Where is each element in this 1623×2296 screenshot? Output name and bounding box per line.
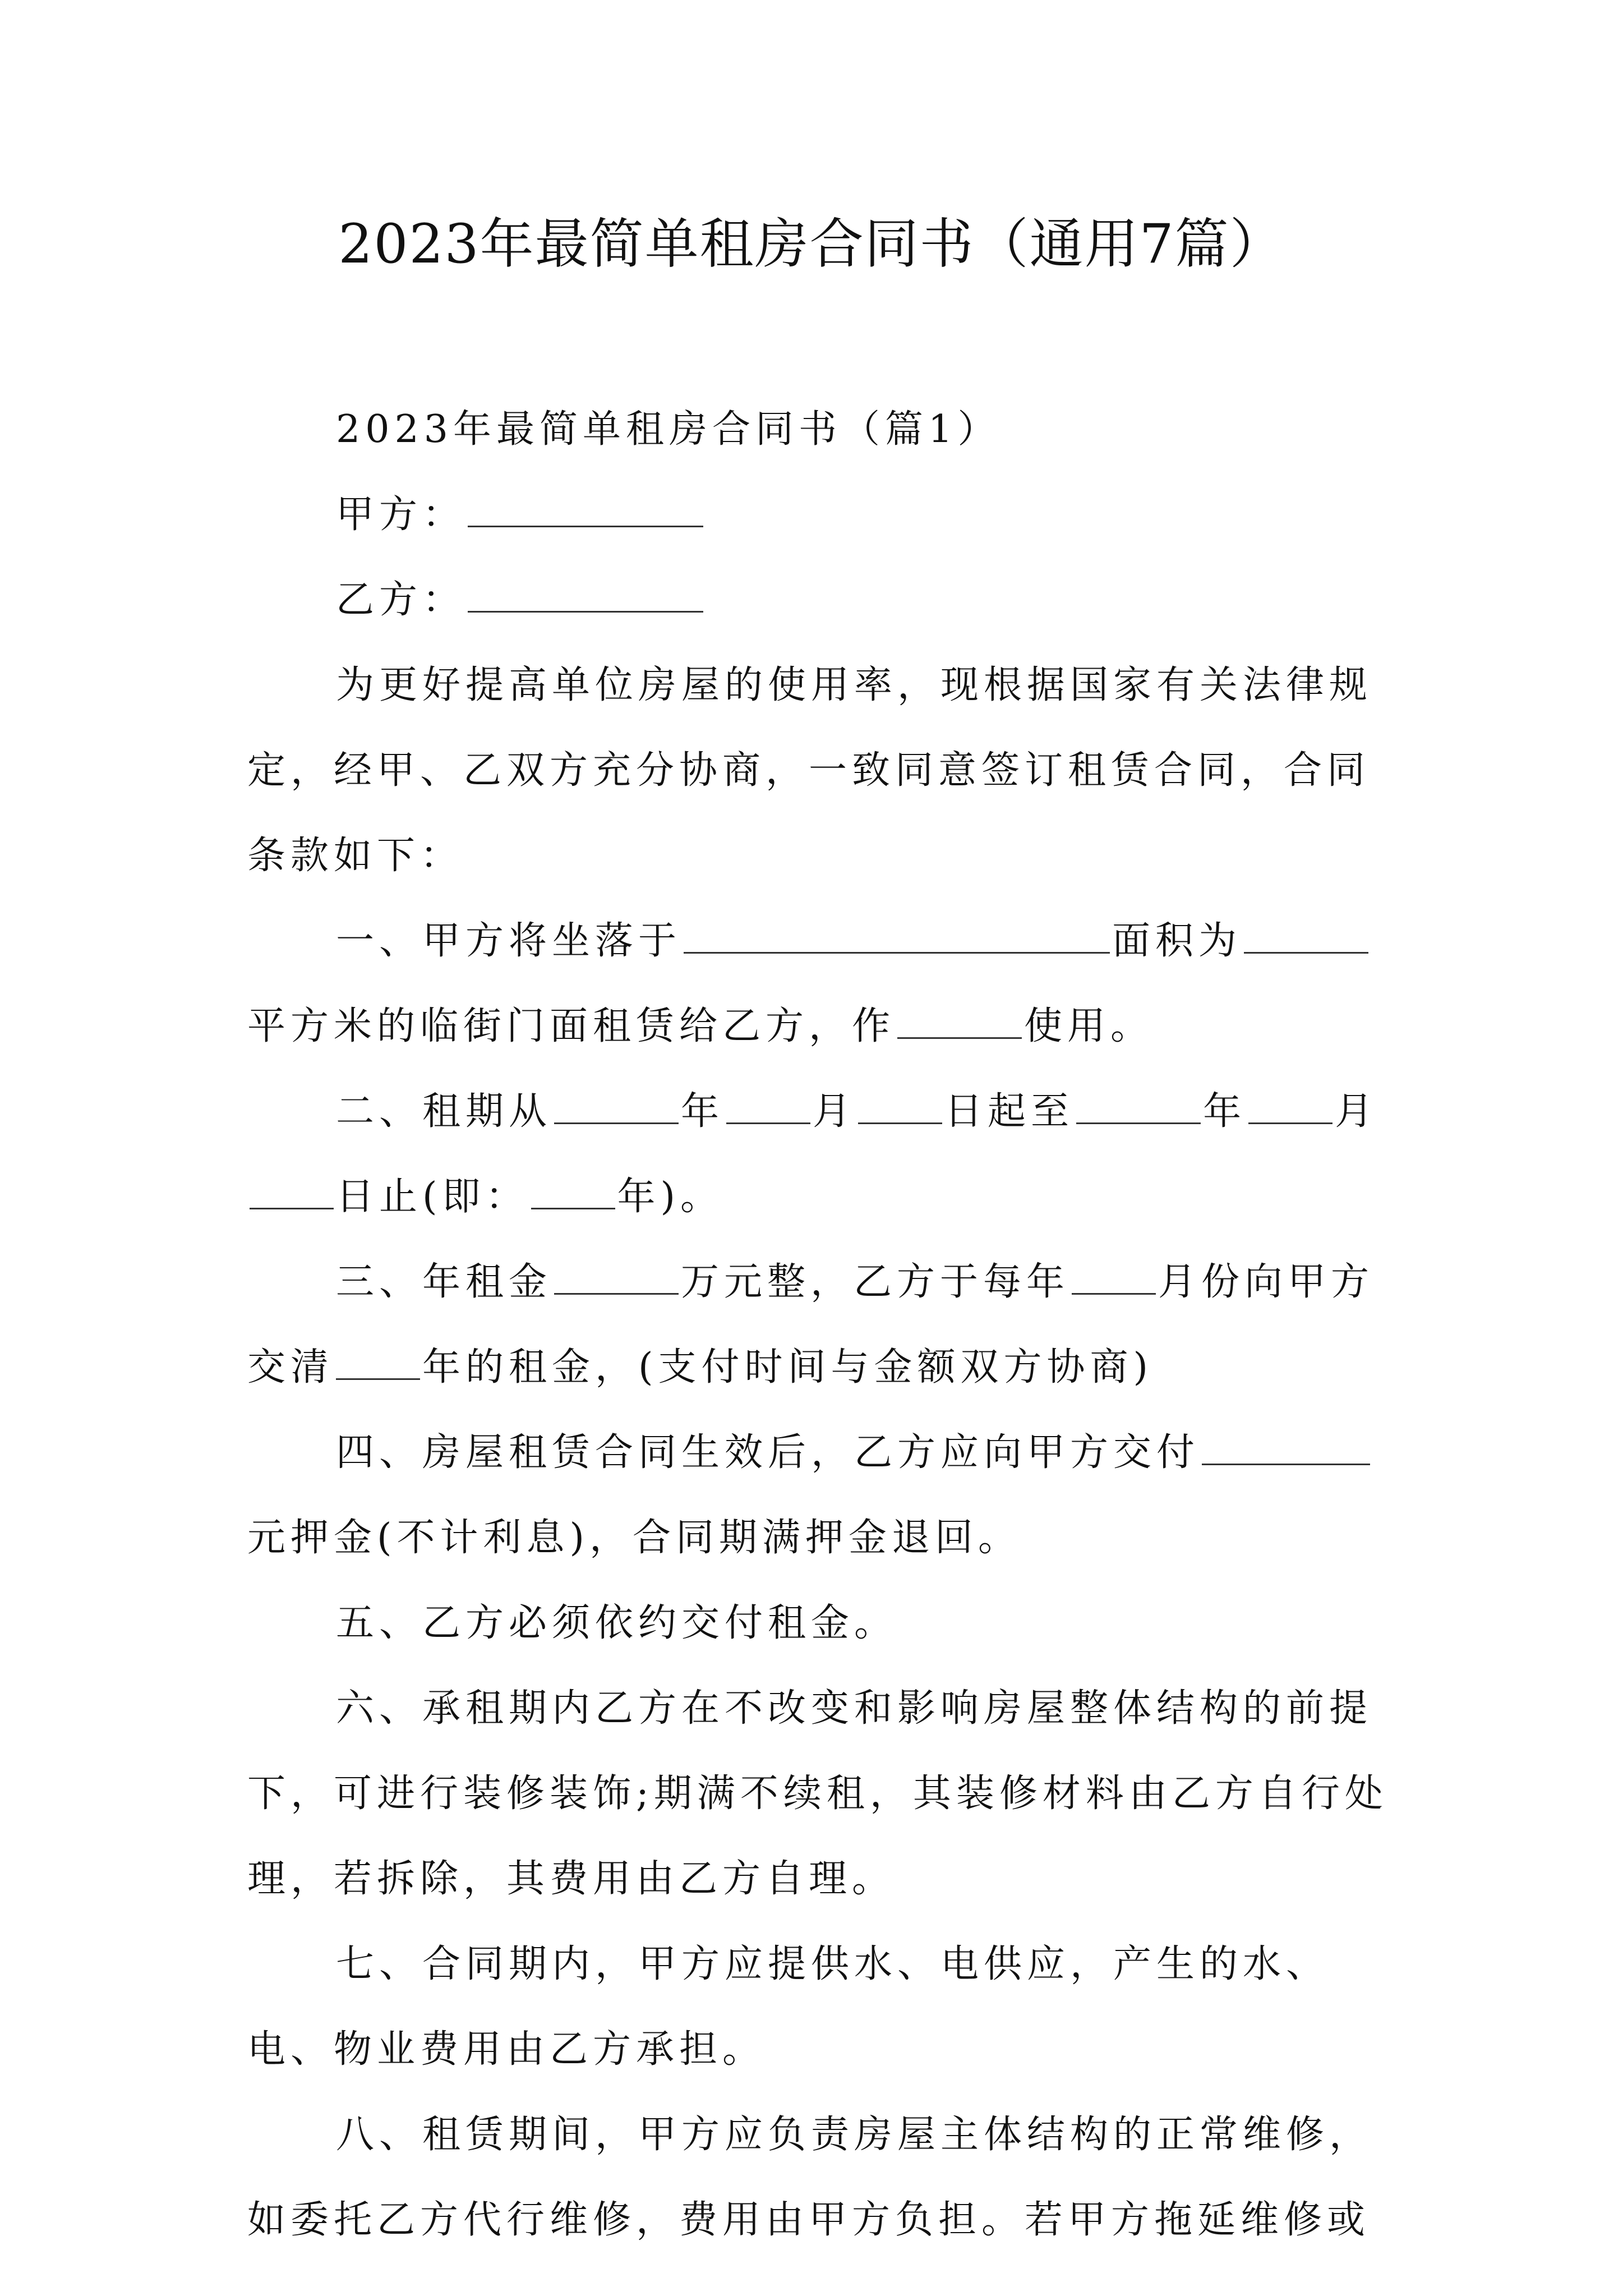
clause-2 <box>247 1069 1391 1240</box>
clause-2-blank-end-day <box>250 1175 334 1209</box>
clause-3-text-c: 月份向甲方交清 <box>247 1260 1375 1389</box>
clause-4-blank-deposit <box>1202 1431 1370 1465</box>
clause-2-blank-start-year <box>554 1090 679 1124</box>
clause-6: 六、承租期内乙方在不改变和影响房屋整体结构的前提下，可进行装修装饰;期满不续租，其装修材料由乙方自行处理，若拆除，其费用由乙方自理。 <box>247 1686 1388 1901</box>
clause-2-text-f: 月 <box>1335 1089 1378 1134</box>
party-b-line <box>247 558 1391 643</box>
clause-3-text-b: 万元整，乙方于每年 <box>681 1260 1070 1304</box>
clause-2-blank-end-month <box>1248 1090 1332 1124</box>
clause-1-blank-location <box>684 919 1110 954</box>
clause-3-blank-years <box>336 1346 420 1380</box>
clause-1 <box>247 899 1391 1069</box>
clause-4-text-b: 元押金(不计利息)，合同期满押金退回。 <box>247 1516 1022 1560</box>
clause-3-text-d: 年的租金，(支付时间与金额双方协商) <box>422 1345 1154 1389</box>
clause-1-blank-area <box>1244 919 1368 954</box>
party-b-label: 乙方： <box>336 578 466 622</box>
clause-4-text-a: 四、房屋租赁合同生效后，乙方应向甲方交付 <box>336 1430 1200 1475</box>
clause-2-blank-start-day <box>858 1090 942 1124</box>
clause-2-text-h: 年)。 <box>617 1175 724 1219</box>
clause-5: 五、乙方必须依约交付租金。 <box>336 1601 898 1645</box>
clause-2-text-b: 年 <box>681 1089 725 1134</box>
clause-3-blank-month <box>1072 1260 1156 1295</box>
clause-2-text-a: 二、租期从 <box>336 1089 552 1134</box>
clause-2-text-c: 月 <box>813 1089 856 1134</box>
party-a-blank <box>468 493 703 527</box>
party-a-label: 甲方： <box>336 493 466 537</box>
clause-3 <box>247 1240 1391 1410</box>
clause-1-text-b: 面积为 <box>1112 919 1242 963</box>
clause-3-text-a: 三、年租金 <box>336 1260 552 1304</box>
clause-2-text-g: 日止(即： <box>336 1175 529 1219</box>
clause-1-text-d: 使用。 <box>1024 1004 1154 1048</box>
clause-2-text-d: 日起至 <box>944 1089 1075 1134</box>
clause-1-text-a: 一、甲方将坐落于 <box>336 919 682 963</box>
section-heading: 2023年最简单租房合同书（篇1） <box>336 407 1001 452</box>
clause-2-blank-years <box>531 1175 615 1209</box>
document-body <box>247 387 1391 2263</box>
clause-1-blank-usage <box>897 1005 1022 1039</box>
intro-paragraph: 为更好提高单位房屋的使用率，现根据国家有关法律规定，经甲、乙双方充分协商，一致同意签订租赁合同，合同条款如下： <box>247 663 1373 878</box>
clause-2-blank-end-year <box>1076 1090 1201 1124</box>
party-a-line <box>247 472 1391 558</box>
party-b-blank <box>468 578 703 613</box>
clause-4 <box>247 1410 1391 1581</box>
clause-7: 七、合同期内，甲方应提供水、电供应，产生的水、电、物业费用由乙方承担。 <box>247 1942 1330 2072</box>
clause-3-blank-rent <box>554 1260 679 1295</box>
clause-2-text-e: 年 <box>1203 1089 1247 1134</box>
document-title: 2023年最简单租房合同书（通用7篇） <box>338 213 1285 275</box>
clause-8: 八、租赁期间，甲方应负责房屋主体结构的正常维修，如委托乙方代行维修，费用由甲方负担。若甲方拖延维修或 <box>247 2113 1373 2242</box>
clause-2-blank-start-month <box>726 1090 810 1124</box>
clause-1-text-c: 平方米的临街门面租赁给乙方，作 <box>247 1004 896 1048</box>
